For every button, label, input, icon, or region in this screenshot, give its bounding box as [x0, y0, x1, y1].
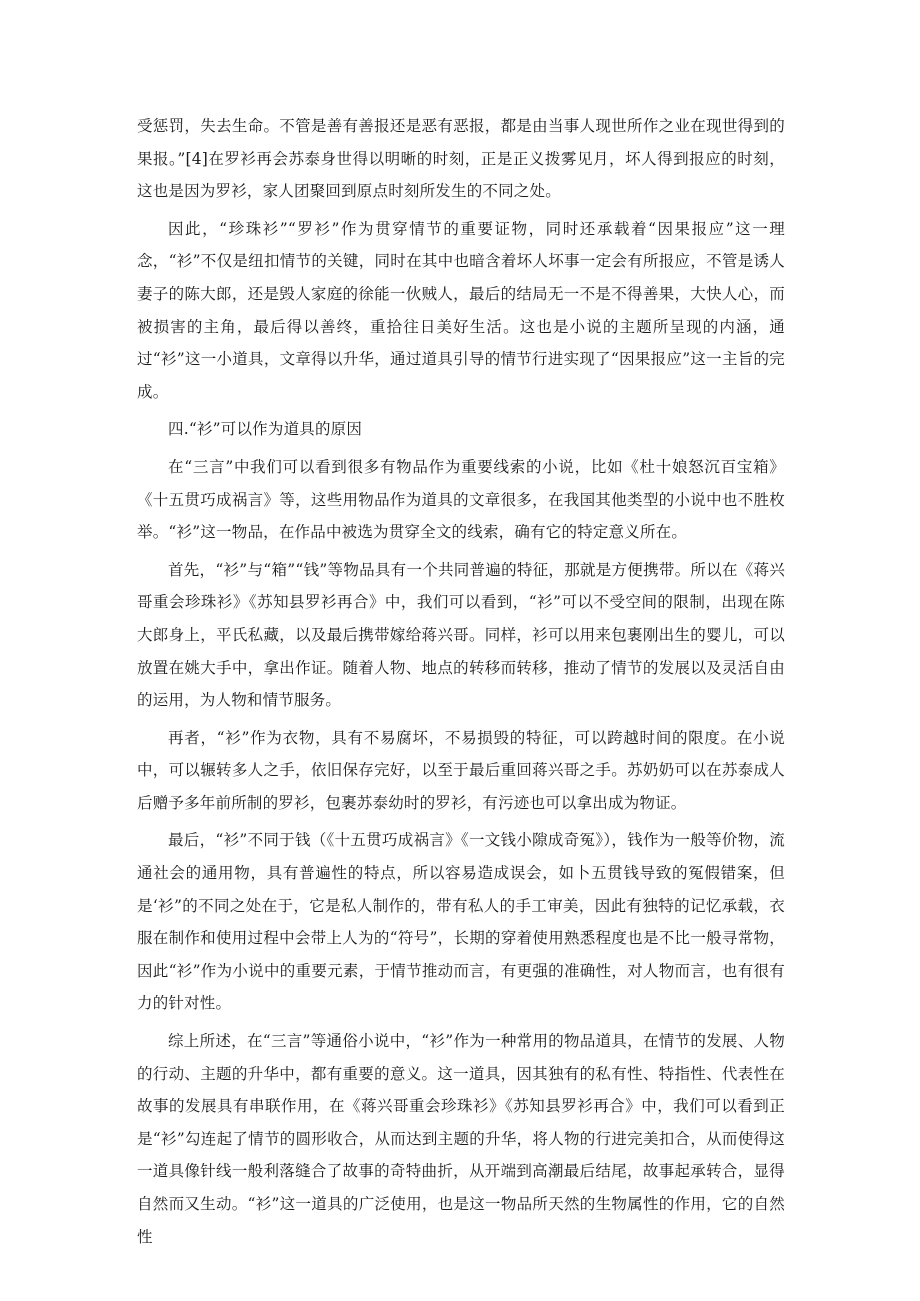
- paragraph-third-reason: 最后，“衫”不同于钱（《十五贯巧成祸言》《一文钱小隙成奇冤》），钱作为一般等价物，流通社会的通用物，具有普遍性的特点，所以容易造成误会，如卜五贯钱导致的冤假错案，但是‘衫”的不同之处在于，它是私人制作的，带有私人的手工审美，因此有独特的记忆承载，衣服在制作和使用过程中会带上人为的“符号”，长期的穿着使用熟悉程度也是不比一般寻常物，因此“衫”作为小说中的重要元素，于情节推动而言，有更强的准确性，对人物而言，也有很有力的针对性。: [137, 831, 785, 1013]
- paragraph-second-reason: 再者，“衫”作为衣物，具有不易腐坏，不易损毁的特征，可以跨越时间的限度。在小说中，可以辗转多人之手，依旧保存完好，以至于最后重回蒋兴哥之手。苏奶奶可以在苏泰成人后赠予多年前所制的罗衫，包裹苏泰幼时的罗衫，有污迹也可以拿出成为物证。: [137, 728, 785, 812]
- document-body: [137, 110, 785, 1258]
- paragraph-intro-reasons: 在“三言”中我们可以看到很多有物品作为重要线索的小说，比如《杜十娘怒沉百宝箱》《十五贯巧成祸言》等，这些用物品作为道具的文章很多，在我国其他类型的小说中也不胜枚举。“衫”这一物品，在作品中被选为贯穿全文的线索，确有它的特定意义所在。: [137, 457, 785, 542]
- section-heading-4: 四.“衫”可以作为道具的原因: [168, 420, 363, 439]
- paragraph-conclusion-karma: 因此，“珍珠衫”“罗衫”作为贯穿情节的重要证物，同时还承载着“因果报应”这一理念，“衫”不仅是纽扣情节的关键，同时在其中也暗含着坏人坏事一定会有所报应，不管是诱人妻子的陈大郎，还是毁人家庭的徐能一伙贼人，最后的结局无一不是不得善果，大快人心，而被损害的主角，最后得以善终，重拾往日美好生活。这也是小说的主题所呈现的内涵，通过“衫”这一小道具，文章得以升华，通过道具引导的情节行进实现了“因果报应”这一主旨的完成。: [137, 219, 785, 401]
- paragraph-continuation: 受惩罚，失去生命。不管是善有善报还是恶有恶报，都是由当事人现世所作之业在现世得到的果报。”[4]在罗衫再会苏泰身世得以明晰的时刻，正是正义拨雾见月，坏人得到报应的时刻，这也是因为罗衫，家人团聚回到原点时刻所发生的不同之处。: [137, 117, 785, 201]
- paragraph-first-reason: 首先，“衫”与“箱”“钱”等物品具有一个共同普遍的特征，那就是方便携带。所以在《蒋兴哥重会珍珠衫》《苏知县罗衫再合》中，我们可以看到，“衫”可以不受空间的限制，出现在陈大郎身上，平氏私藏，以及最后携带嫁给蒋兴哥。同样，衫可以用来包裹刚出生的婴儿，可以放置在姚大手中，拿出作证。随着人物、地点的转移而转移，推动了情节的发展以及灵活自由的运用，为人物和情节服务。: [137, 560, 785, 710]
- paragraph-summary: 综上所述，在“三言”等通俗小说中，“衫”作为一种常用的物品道具，在情节的发展、人物的行动、主题的升华中，都有重要的意义。这一道具，因其独有的私有性、特指性、代表性在故事的发展具有串联作用，在《蒋兴哥重会珍珠衫》《苏知县罗衫再合》中，我们可以看到正是“衫”勾连起了情节的圆形收合，从而达到主题的升华，将人物的行进完美扣合，从而使得这一道具像针线一般利落缝合了故事的奇特曲折，从开端到高潮最后结尾，故事起承转合，显得自然而又生动。“衫”这一道具的广泛使用，也是这一物品所天然的生物属性的作用，它的自然性: [137, 1032, 785, 1246]
